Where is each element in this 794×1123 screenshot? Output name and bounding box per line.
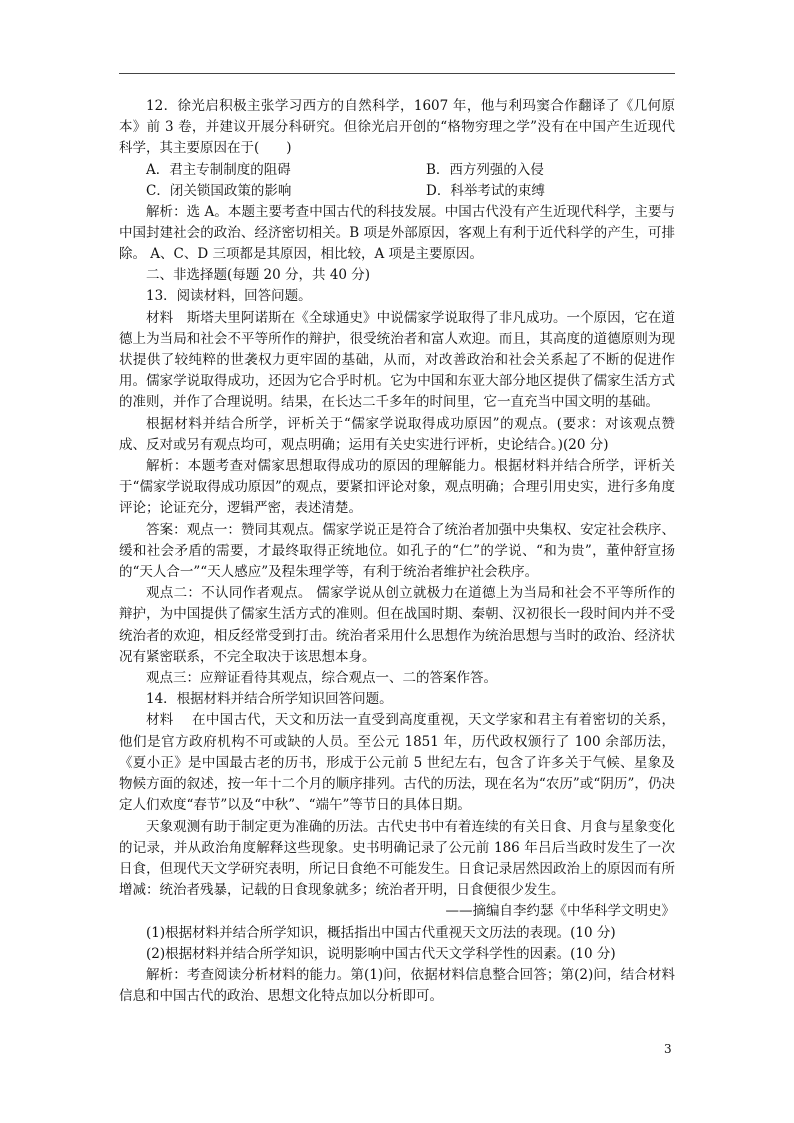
q12-stem: 12．徐光启积极主张学习西方的自然科学，1607 年，他与利玛窦合作翻译了《几何原本》前 3 卷，并建议开展分科研究。但徐光启开创的“格物穷理之学”没有在中国产生近现代科学，其主要原因在于( )	[119, 98, 675, 157]
q13-question: 根据材料并结合所学，评析关于“儒家学说取得成功原因”的观点。(要求：对该观点赞成、反对或另有观点均可，观点明确；运用有关史实进行评析，史论结合。)(20 分)	[119, 415, 675, 453]
section-heading: 二、非选择题(每题 20 分，共 40 分)	[146, 267, 371, 284]
q13-material: 材料 斯塔夫里阿诺斯在《全球通史》中说儒家学说取得了非凡成功。一个原因，它在道德上为当局和社会不平等所作的辩护，很受统治者和富人欢迎。而且，其高度的道德原则为现状提供了较纯粹的世袭权力更牢固的基础，从而，对改善政治和社会关系起了不断的促进作用。儒家学说取得成功，还因为它合乎时机。它为中国和东亚大部分地区提供了儒家生活方式的准则，并作了合理说明。结果，在长达二千多年的时间里，它一直充当中国文明的基础。	[119, 309, 675, 411]
q13-stem: 13．阅读材料，回答问题。	[146, 288, 312, 305]
q14-subquestion-2: (2)根据材料并结合所学知识，说明影响中国古代天文学科学性的因素。(10 分)	[146, 945, 616, 962]
q12-options	[119, 160, 675, 202]
page-body	[119, 96, 675, 1007]
q14-material-1: 材料 在中国古代，天文和历法一直受到高度重视，天文学家和君主有着密切的关系，他们是官方政府机构不可或缺的人员。至公元 1851 年，历代政权颁行了 100 余部历法，《夏小正》是中国最古老的历书，形成于公元前 5 世纪左右，包含了许多关于气候、星象及物候方面的叙述，按一年十二个月的顺序排列。古代的历法，现在名为“农历”或“阴历”，仍决定人们欢度“春节”以及“中秋”、“端午”等节日的具体日期。	[119, 712, 675, 814]
q13-answer-view2: 观点二：不认同作者观点。 儒家学说从创立就极力在道德上为当局和社会不平等所作的辩护，为中国提供了儒家生活方式的准则。但在战国时期、秦朝、汉初很长一段时间内并不受统治者的欢迎，相反经常受到打击。统治者采用什么思想作为统治思想与当时的政治、经济状况有紧密联系，不完全取决于该思想本身。	[119, 585, 675, 665]
q14-subquestion-1: (1)根据材料并结合所学知识，概括指出中国古代重视天文历法的表现。(10 分)	[146, 924, 616, 941]
header-rule	[119, 73, 675, 74]
q12-analysis: 解析：选 A。本题主要考查中国古代的科技发展。中国古代没有产生近现代科学，主要与中国封建社会的政治、经济密切相关。B 项是外部原因，客观上有利于近代科学的产生，可排除。 A、C、D 三项都是其原因，相比较，A 项是主要原因。	[119, 203, 675, 263]
q13-analysis: 解析：本题考查对儒家思想取得成功的原因的理解能力。根据材料并结合所学，评析关于“儒家学说取得成功原因”的观点，要紧扣评论对象，观点明确；合理引用史实，进行多角度评论；论证充分，逻辑严密，表述清楚。	[119, 458, 675, 517]
q13-answer-view3: 观点三：应辩证看待其观点，综合观点一、二的答案作答。	[146, 670, 497, 687]
q13-answer-view1: 答案：观点一：赞同其观点。儒家学说正是符合了统治者加强中央集权、安定社会秩序、缓和社会矛盾的需要，才最终取得正统地位。如孔子的“仁”的学说、“和为贵”，董仲舒宣扬的“天人合一”“天人感应”及程朱理学等，有利于统治者维护社会秩序。	[119, 521, 675, 581]
q12-option-c: C．闭关锁国政策的影响	[146, 182, 292, 199]
q12-option-a: A．君主专制制度的阻碍	[146, 161, 291, 178]
q14-material-2: 天象观测有助于制定更为准确的历法。古代史书中有着连续的有关日食、月食与星象变化的记录，并从政治角度解释这些现象。史书明确记录了公元前 186 年吕后当政时发生了一次日食，但现代天文学研究表明，所记日食绝不可能发生。日食记录居然因政治上的原因而有所增减：统治者残暴，记载的日食现象就多；统治者开明，日食便很少发生。	[119, 818, 675, 899]
q14-analysis: 解析：考查阅读分析材料的能力。第(1)问，依据材料信息整合回答；第(2)问，结合材料信息和中国古代的政治、思想文化特点加以分析即可。	[119, 966, 675, 1005]
q14-source: ——摘编自李约瑟《中华科学文明史》	[445, 903, 675, 920]
page-number: 3	[664, 1042, 672, 1056]
q12-option-d: D．科举考试的束缚	[426, 182, 545, 199]
q14-stem: 14．根据材料并结合所学知识回答问题。	[146, 691, 393, 708]
q12-option-b: B．西方列强的入侵	[426, 161, 544, 178]
